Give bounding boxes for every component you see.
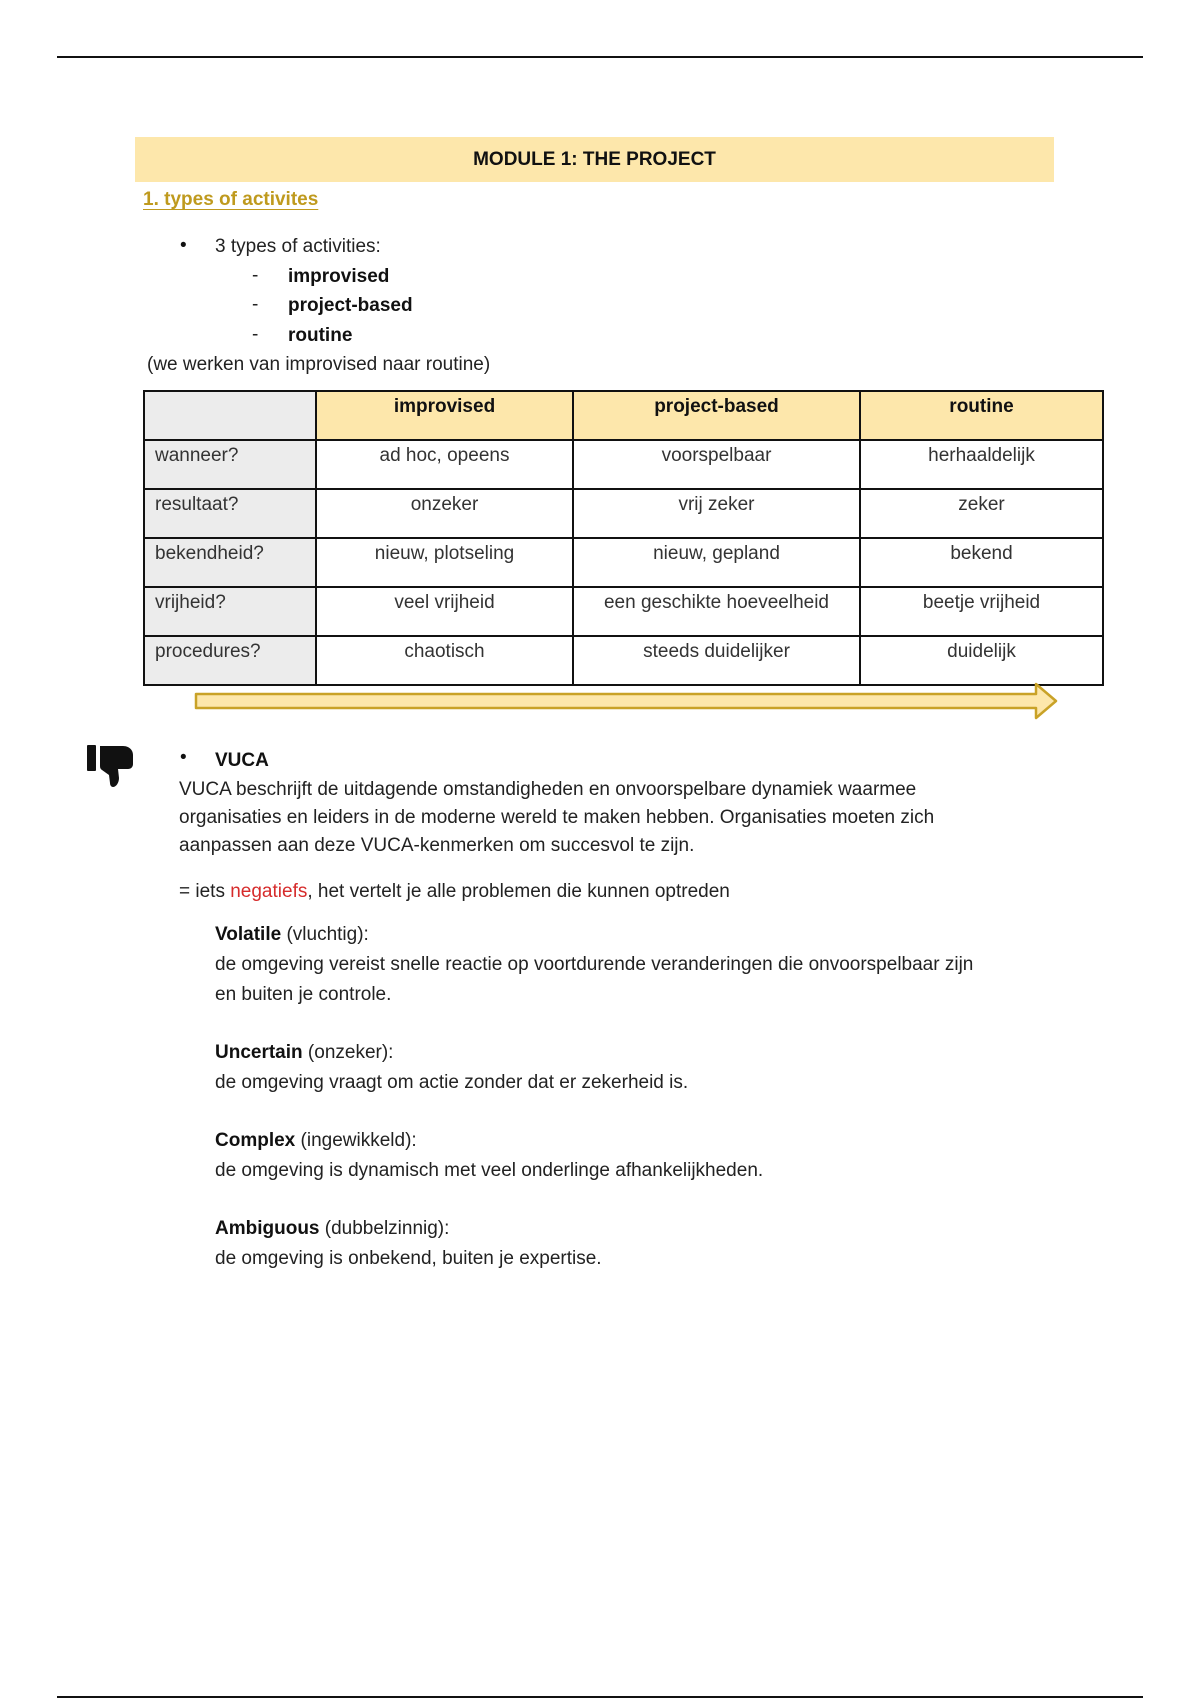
term-name: Uncertain [215, 1042, 303, 1063]
top-rule [57, 56, 1143, 58]
dash: - [252, 265, 259, 286]
table-cell: herhaaldelijk [860, 440, 1103, 489]
table-cell: voorspelbaar [573, 440, 860, 489]
negative-prefix: = iets [179, 881, 231, 902]
vuca-negative-note [179, 878, 1049, 906]
term-definition: de omgeving vereist snelle reactie op voortdurende veranderingen die onvoorspelbaar zijn [215, 954, 974, 975]
table-cell: vrij zeker [573, 489, 860, 538]
row-label: bekendheid? [144, 538, 316, 587]
table-row [144, 440, 1103, 489]
table-cell: ad hoc, opeens [316, 440, 573, 489]
table-row [144, 489, 1103, 538]
dash: - [252, 294, 259, 315]
bullet-dot: • [180, 235, 187, 256]
bottom-rule [57, 1696, 1143, 1698]
vuca-term-uncertain [215, 1038, 1065, 1098]
row-label: resultaat? [144, 489, 316, 538]
table-cell: onzeker [316, 489, 573, 538]
section-title: 1. types of activites [143, 189, 319, 210]
right-arrow-icon [194, 682, 1060, 720]
activity-type-routine: routine [288, 325, 353, 346]
table-cell: nieuw, plotseling [316, 538, 573, 587]
term-name: Complex [215, 1130, 296, 1151]
term-definition: de omgeving vraagt om actie zonder dat er zekerheid is. [215, 1072, 689, 1093]
thumbs-down-icon [85, 742, 139, 792]
vuca-description-line: organisaties en leiders in de moderne wereld te maken hebben. Organisaties moeten zich [179, 807, 935, 828]
table-row [144, 538, 1103, 587]
activity-type-improvised: improvised [288, 266, 390, 287]
row-label: procedures? [144, 636, 316, 685]
intro-bullet: 3 types of activities: [215, 236, 381, 257]
term-definition: en buiten je controle. [215, 984, 392, 1005]
activity-comparison-table [143, 390, 1104, 686]
term-translation: (ingewikkeld): [295, 1130, 417, 1151]
vuca-description-line: VUCA beschrijft de uitdagende omstandigheden en onvoorspelbare dynamiek waarmee [179, 779, 917, 800]
table-row [144, 587, 1103, 636]
table-corner [144, 391, 316, 440]
negative-word: negatiefs [230, 881, 308, 902]
table-cell: nieuw, gepland [573, 538, 860, 587]
term-translation: (vluchtig): [281, 924, 369, 945]
vuca-term-complex [215, 1126, 1065, 1186]
column-header: routine [860, 391, 1103, 440]
table-cell: bekend [860, 538, 1103, 587]
row-label: wanneer? [144, 440, 316, 489]
direction-note: (we werken van improvised naar routine) [147, 354, 491, 375]
negative-suffix: , het vertelt je alle problemen die kunnen optreden [307, 881, 730, 902]
vuca-term-volatile [215, 920, 1065, 1010]
column-header: project-based [573, 391, 860, 440]
table-cell: beetje vrijheid [860, 587, 1103, 636]
table-cell: zeker [860, 489, 1103, 538]
table-cell: steeds duidelijker [573, 636, 860, 685]
table-cell: duidelijk [860, 636, 1103, 685]
vuca-term-ambiguous [215, 1214, 1065, 1274]
column-header: improvised [316, 391, 573, 440]
row-label: vrijheid? [144, 587, 316, 636]
term-name: Volatile [215, 924, 282, 945]
term-name: Ambiguous [215, 1218, 320, 1239]
term-translation: (dubbelzinnig): [319, 1218, 450, 1239]
term-definition: de omgeving is dynamisch met veel onderlinge afhankelijkheden. [215, 1160, 764, 1181]
term-definition: de omgeving is onbekend, buiten je expertise. [215, 1248, 602, 1269]
term-translation: (onzeker): [302, 1042, 394, 1063]
bullet-dot: • [180, 747, 187, 768]
table-row [144, 636, 1103, 685]
module-banner: MODULE 1: THE PROJECT [135, 137, 1054, 182]
activity-type-project-based: project-based [288, 295, 413, 316]
vuca-heading: VUCA [215, 750, 269, 771]
vuca-description-line: aanpassen aan deze VUCA-kenmerken om succesvol te zijn. [179, 835, 695, 856]
table-cell: een geschikte hoeveelheid [573, 587, 860, 636]
table-cell: chaotisch [316, 636, 573, 685]
table-header-row [144, 391, 1103, 440]
dash: - [252, 324, 259, 345]
table-cell: veel vrijheid [316, 587, 573, 636]
